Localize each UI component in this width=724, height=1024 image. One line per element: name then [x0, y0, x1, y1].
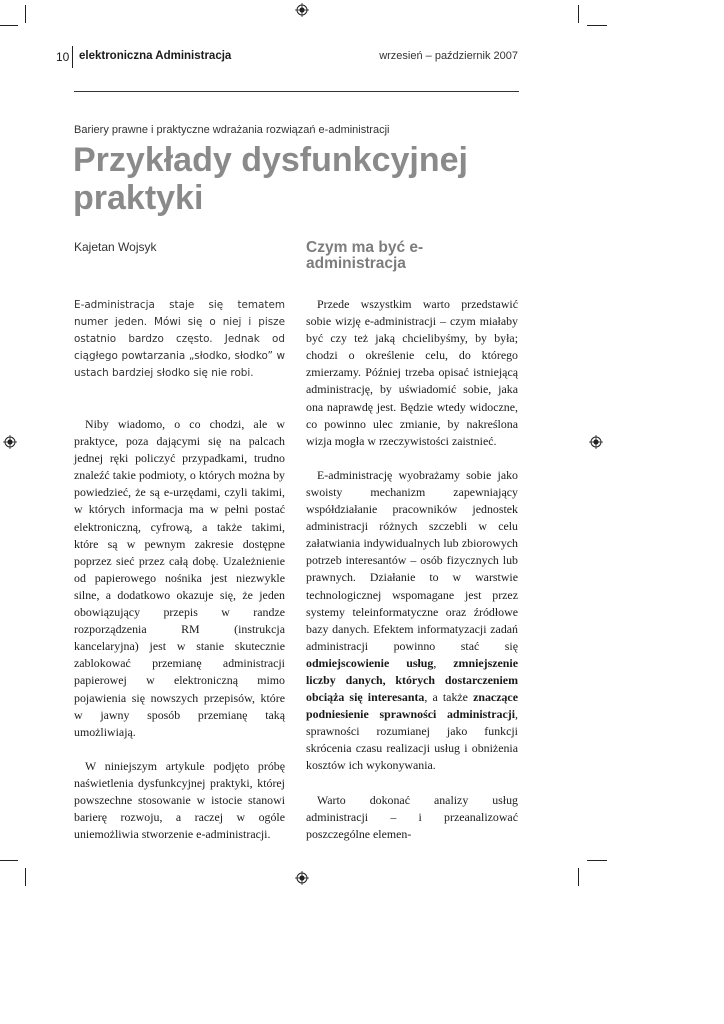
- body-paragraph: [306, 467, 518, 775]
- bold-phrase: znaczące podniesienie sprawności administracji: [306, 690, 518, 722]
- series-title: Bariery prawne i praktyczne wdrażania rozwiązań e-administracji: [74, 124, 390, 136]
- crop-mark-icon: [0, 25, 18, 26]
- bold-phrase: odmiejscowienie usług: [306, 655, 434, 670]
- body-paragraph: Warto dokonać analizy usług administracji – i przeanalizować poszczególne elemen-: [306, 792, 518, 841]
- issue-date: wrzesień – październik 2007: [379, 50, 518, 62]
- article-title: Przykłady dysfunkcyjnej praktyki: [73, 141, 468, 217]
- crop-mark-icon: [578, 868, 579, 886]
- bold-phrase: zmniejszenie liczby danych, których dostarczeniem obciąża się interesanta: [306, 655, 518, 705]
- right-column: [306, 296, 518, 843]
- body-paragraph: W niniejszym artykule podjęto próbę naświetlenia dysfunkcyjnej praktyki, której powszechne stosowanie w istocie stanowi barierę rozwoju, a raczej w ogóle uniemożliwia stworzenie e-administracji.: [74, 758, 285, 842]
- crop-mark-icon: [587, 25, 607, 26]
- crop-mark-icon: [587, 860, 607, 861]
- article-lead: [74, 297, 285, 382]
- body-paragraph: Niby wiadomo, o co chodzi, ale w praktyce, poza dającymi się na palcach jednej ręki policzyć przypadkami, trudno znaleźć takie podmioty, o których można by powiedzieć, że są e-urzędami, czyli takimi, w których informacja ma w pełni postać elektroniczną, cyfrową, a także takimi, które są w pewnym zakresie dostępne poprzez sieć przez całą dobę. Uzależnienie od papierowego nośnika jest niezwykle silne, a dodatkowo okazuje się, że jeden obowiązujący przepis w randze rozporządzenia RM (instrukcja kancelaryjna) jest w stanie skutecznie zablokować przemianę administracji papierowej w elektroniczną mimo pojawienia się nowszych przepisów, które w jawny sposób przemianę taką umożliwiają.: [74, 417, 285, 739]
- crop-mark-icon: [578, 5, 579, 23]
- body-paragraph: Przede wszystkim warto przedstawić sobie wizję e-administracji – czym miałaby być czy też jaką chcielibyśmy, by była; chodzi o określenie celu, do którego zmierzamy. Później trzeba opisać istniejącą administrację, by uświadomić sobie, jaka ona naprawdę jest. Będzie wtedy widoczne, co powinno ulec zmianie, by nakreślona wizja mogła w rzeczywistości zaistnieć.: [306, 297, 518, 448]
- crop-mark-icon: [25, 5, 26, 23]
- registration-mark-icon: [3, 435, 17, 449]
- registration-mark-icon: [295, 871, 309, 885]
- journal-name: elektroniczna Administracja: [79, 50, 232, 62]
- page-number: 10: [56, 50, 70, 64]
- body-text: , sprawności rozumianej jako funkcji skrócenia czasu realizacji usług i obniżenia kosztów ich wykonywania.: [306, 707, 518, 773]
- lead-paragraph: E-administracja staje się tematem numer jeden. Mówi się o niej i pisze ostatnio bardzo często. Jednak od ciągłego powtarzania „słodko, słodko” w ustach bardziej słodko się nie robi.: [74, 299, 285, 379]
- header-rule: [74, 91, 519, 92]
- left-column: [74, 416, 285, 843]
- registration-mark-icon: [589, 435, 603, 449]
- section-heading: Czym ma być e-administracja: [306, 239, 424, 272]
- crop-mark-icon: [25, 868, 26, 886]
- author-name: Kajetan Wojsyk: [74, 240, 157, 254]
- body-text: , a także: [424, 690, 474, 705]
- crop-mark-icon: [0, 860, 18, 861]
- header-divider: [72, 46, 73, 68]
- registration-mark-icon: [295, 3, 309, 17]
- body-text: E-administrację wyobrażamy sobie jako swoisty mechanizm zapewniający współdziałanie pracowników jednostek administracji różnych szczebli w celu załatwiania indywidualnych lub zbiorowych potrzeb interesantów – osób fizycznych lub prawnych. Działanie to w warstwie technologicznej wspomagane jest przez systemy teleinformatyczne oraz źródłowe bazy danych. Efektem informatyzacji zadań administracji powinno stać się: [306, 467, 518, 653]
- body-text: ,: [433, 655, 454, 670]
